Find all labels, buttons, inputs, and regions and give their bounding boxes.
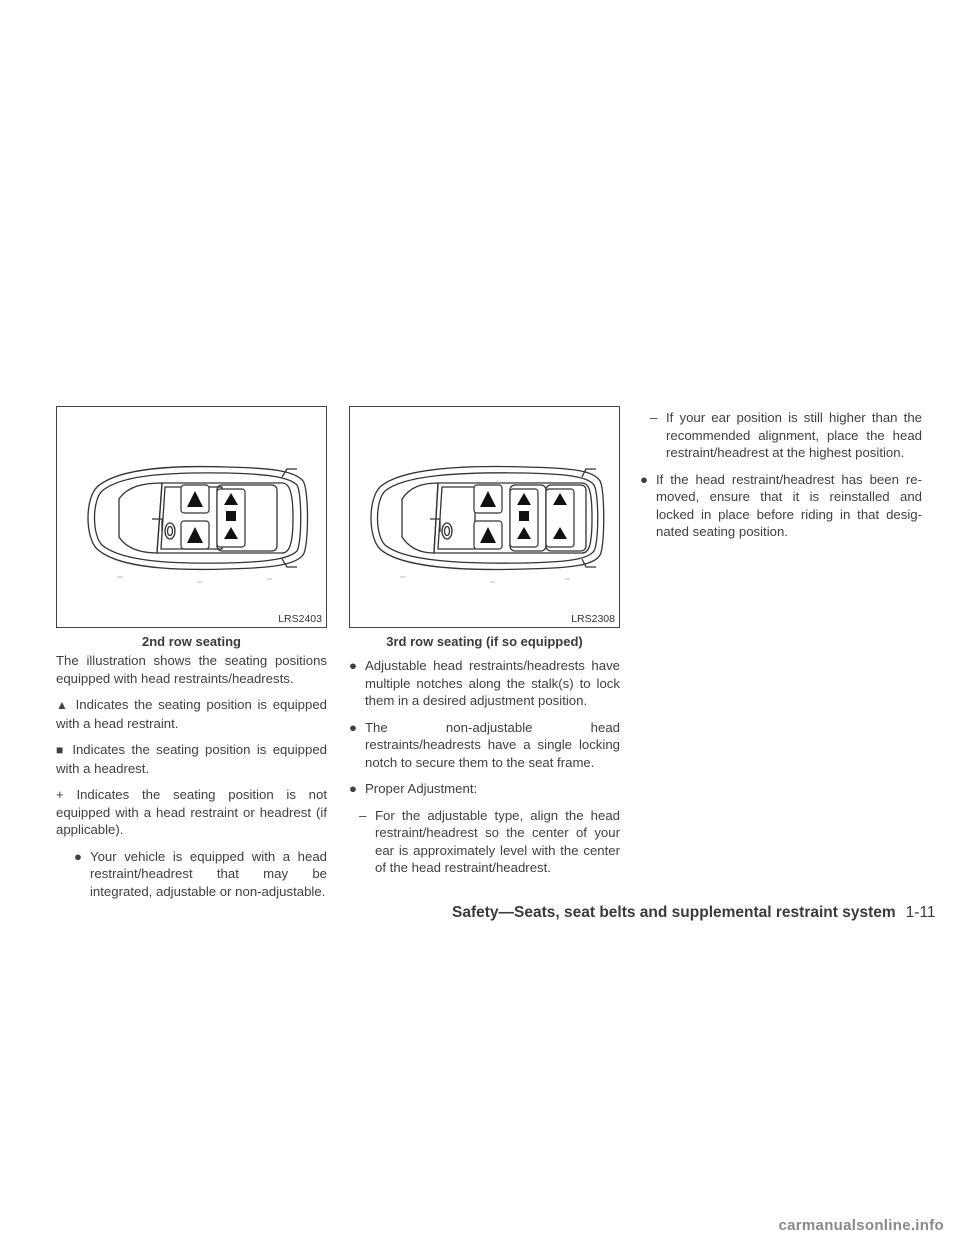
column-2 [349,657,620,886]
figure-2nd-row [56,406,327,628]
page-footer [452,904,936,922]
plus-icon: + [56,787,64,802]
figure-3rd-row [349,406,620,628]
figure-caption-3rd-row: 3rd row seating (if so equipped) [386,634,583,649]
car-top-view-3rd-row [350,407,621,629]
plus-legend: + Indicates the seating position is not equipped with a head restraint or headrest (if applicable). [56,787,327,837]
figure-caption-2nd-row: 2nd row seating [142,634,241,649]
page-number: 1-11 [905,904,936,921]
dash-icon: – [650,410,658,425]
sub-list-item: – For the adjustable type, align the head restraint/headrest so the center of your ear is approximately level with the center of the head restraint/headrest. [359,807,620,875]
section-title: Safety—Seats, seat belts and supplemental restraint system [452,904,896,921]
list-item: ● Adjustable head restraints/headrests have multiple notches along the stalk(s) to lock them in a desired adjustment position. [349,658,620,708]
bullet-icon: ● [640,471,648,487]
figure-code: LRS2308 [571,613,615,625]
column-1 [56,652,327,909]
list-item: ● If the head restraint/headrest has been re-moved, ensure that it is reinstalled and locked in place before riding in that desig-nated seating position. [640,471,922,539]
bullet-icon: ● [74,848,82,864]
list-item: ● Proper Adjustment: [349,781,478,796]
column-3 [640,409,922,550]
sub-list-item: – If your ear position is still higher than the recommended alignment, place the head restraint/headrest at the highest position. [650,410,922,460]
car-top-view-2nd-row [57,407,328,629]
square-legend: ■ Indicates the seating position is equipped with a headrest. [56,742,327,776]
list-item: ● Your vehicle is equipped with a head restraint/headrest that may be integrated, adjustable or non-adjustable. [74,848,327,899]
bullet-icon: ● [349,658,357,673]
figure-code: LRS2403 [278,613,322,625]
bullet-icon: ● [349,719,357,735]
triangle-icon: ▲ [56,698,70,712]
triangle-legend: ▲ Indicates the seating position is equipped with a head restraint. [56,697,327,731]
intro-paragraph: The illustration shows the seating positions equipped with head restraints/headrests. [56,653,327,686]
dash-icon: – [359,807,367,823]
list-item: ● The non-adjustable head restraints/headrests have a single locking notch to secure them to the seat frame. [349,719,620,770]
bullet-icon: ● [349,781,357,796]
watermark: carmanualsonline.info [778,1217,944,1234]
square-icon: ■ [56,743,66,757]
